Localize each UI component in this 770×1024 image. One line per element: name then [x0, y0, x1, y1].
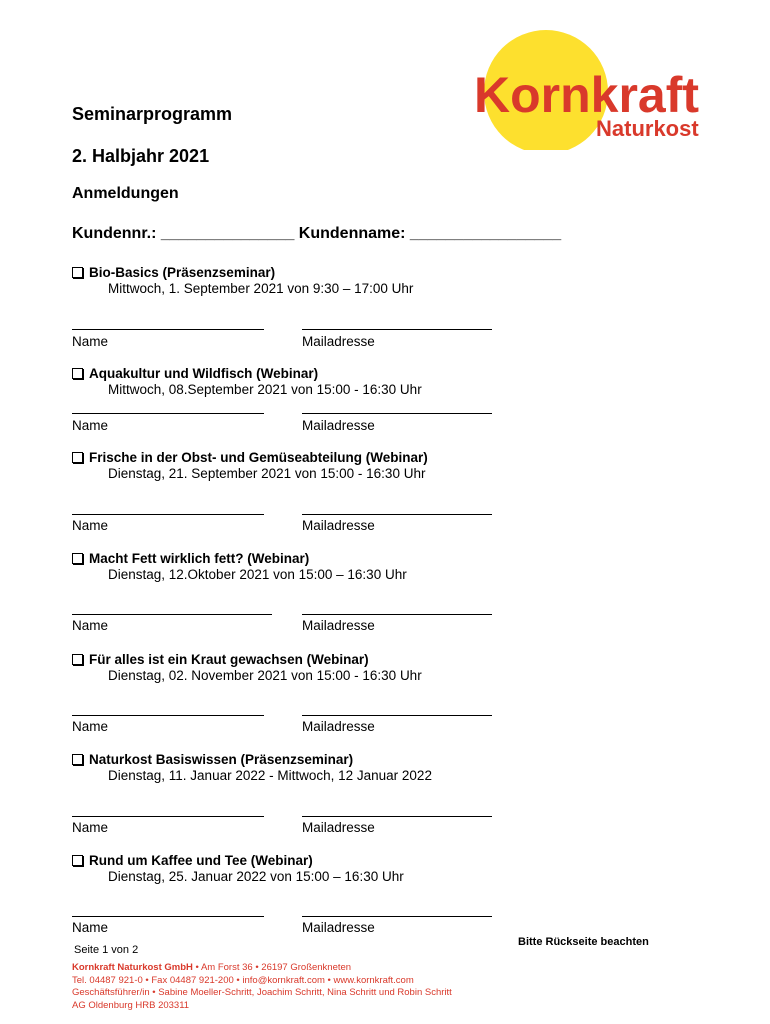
- checkbox[interactable]: [72, 368, 83, 379]
- name-line[interactable]: [72, 715, 264, 716]
- name-label: Name: [72, 719, 109, 734]
- seminar-date: Dienstag, 11. Januar 2022 - Mittwoch, 12 Januar 2022: [108, 768, 432, 783]
- section-heading: Anmeldungen: [72, 185, 179, 202]
- seminar-item: [72, 752, 692, 783]
- footer-address: • Am Forst 36 • 26197 Großenkneten: [192, 962, 352, 973]
- seminar-item: [72, 366, 692, 397]
- name-label: Name: [72, 920, 109, 935]
- name-label: Name: [72, 518, 109, 533]
- mail-label: Mailadresse: [302, 618, 375, 633]
- seminar-item: [72, 551, 692, 582]
- page-subtitle: 2. Halbjahr 2021: [72, 146, 210, 166]
- mail-line[interactable]: [302, 916, 492, 917]
- seminar-title: Bio-Basics (Präsenzseminar): [89, 265, 276, 280]
- name-label: Name: [72, 618, 109, 633]
- svg-text:Naturkost: Naturkost: [596, 116, 699, 141]
- mail-line[interactable]: [302, 413, 492, 414]
- name-label: Name: [72, 820, 109, 835]
- seminar-title: Frische in der Obst- und Gemüseabteilung (Webinar): [89, 450, 428, 465]
- checkbox[interactable]: [72, 855, 83, 866]
- seminar-title: Macht Fett wirklich fett? (Webinar): [89, 551, 310, 566]
- name-label: Name: [72, 418, 109, 433]
- name-line[interactable]: [72, 916, 264, 917]
- svg-text:Kornkraft: Kornkraft: [474, 67, 700, 123]
- kornkraft-logo: [466, 30, 716, 150]
- seminar-date: Dienstag, 12.Oktober 2021 von 15:00 – 16:30 Uhr: [108, 567, 407, 582]
- mail-label: Mailadresse: [302, 518, 375, 533]
- seminar-date: Mittwoch, 08.September 2021 von 15:00 - 16:30 Uhr: [108, 382, 422, 397]
- checkbox[interactable]: [72, 754, 83, 765]
- checkbox[interactable]: [72, 553, 83, 564]
- checkbox[interactable]: [72, 267, 83, 278]
- mail-label: Mailadresse: [302, 920, 375, 935]
- seminar-date: Dienstag, 02. November 2021 von 15:00 - 16:30 Uhr: [108, 668, 422, 683]
- seminar-title: Naturkost Basiswissen (Präsenzseminar): [89, 752, 354, 767]
- seminar-date: Dienstag, 25. Januar 2022 von 15:00 – 16:30 Uhr: [108, 869, 404, 884]
- seminar-item: [72, 853, 692, 884]
- customer-fields[interactable]: Kundennr.: _______________ Kundenname: _________________: [72, 225, 562, 242]
- mail-line[interactable]: [302, 816, 492, 817]
- name-line[interactable]: [72, 329, 264, 330]
- seminar-date: Dienstag, 21. September 2021 von 15:00 - 16:30 Uhr: [108, 466, 426, 481]
- page-title: Seminarprogramm: [72, 104, 233, 124]
- footer-company: Kornkraft Naturkost GmbH: [72, 962, 193, 973]
- name-line[interactable]: [72, 413, 264, 414]
- mail-label: Mailadresse: [302, 418, 375, 433]
- mail-label: Mailadresse: [302, 719, 375, 734]
- mail-line[interactable]: [302, 614, 492, 615]
- seminar-item: [72, 652, 692, 683]
- page-number: Seite 1 von 2: [74, 944, 139, 956]
- seminar-item: [72, 450, 692, 481]
- name-line[interactable]: [72, 514, 264, 515]
- back-note: Bitte Rückseite beachten: [518, 936, 649, 948]
- seminar-item: [72, 265, 692, 296]
- mail-line[interactable]: [302, 514, 492, 515]
- footer: [72, 962, 502, 1012]
- mail-line[interactable]: [302, 329, 492, 330]
- seminar-title: Rund um Kaffee und Tee (Webinar): [89, 853, 313, 868]
- checkbox[interactable]: [72, 654, 83, 665]
- footer-contact: Tel. 04487 921-0 • Fax 04487 921-200 • info@kornkraft.com • www.kornkraft.com: [72, 974, 414, 986]
- name-label: Name: [72, 334, 109, 349]
- seminar-title: Für alles ist ein Kraut gewachsen (Webinar): [89, 652, 369, 667]
- mail-line[interactable]: [302, 715, 492, 716]
- checkbox[interactable]: [72, 452, 83, 463]
- footer-register: AG Oldenburg HRB 203311: [72, 999, 190, 1011]
- name-line[interactable]: [72, 614, 272, 615]
- seminar-title: Aquakultur und Wildfisch (Webinar): [89, 366, 319, 381]
- footer-management: Geschäftsführer/in • Sabine Moeller-Schritt, Joachim Schritt, Nina Schritt und Robin Schritt: [72, 987, 452, 998]
- seminar-date: Mittwoch, 1. September 2021 von 9:30 – 17:00 Uhr: [108, 281, 414, 296]
- mail-label: Mailadresse: [302, 820, 375, 835]
- name-line[interactable]: [72, 816, 264, 817]
- mail-label: Mailadresse: [302, 334, 375, 349]
